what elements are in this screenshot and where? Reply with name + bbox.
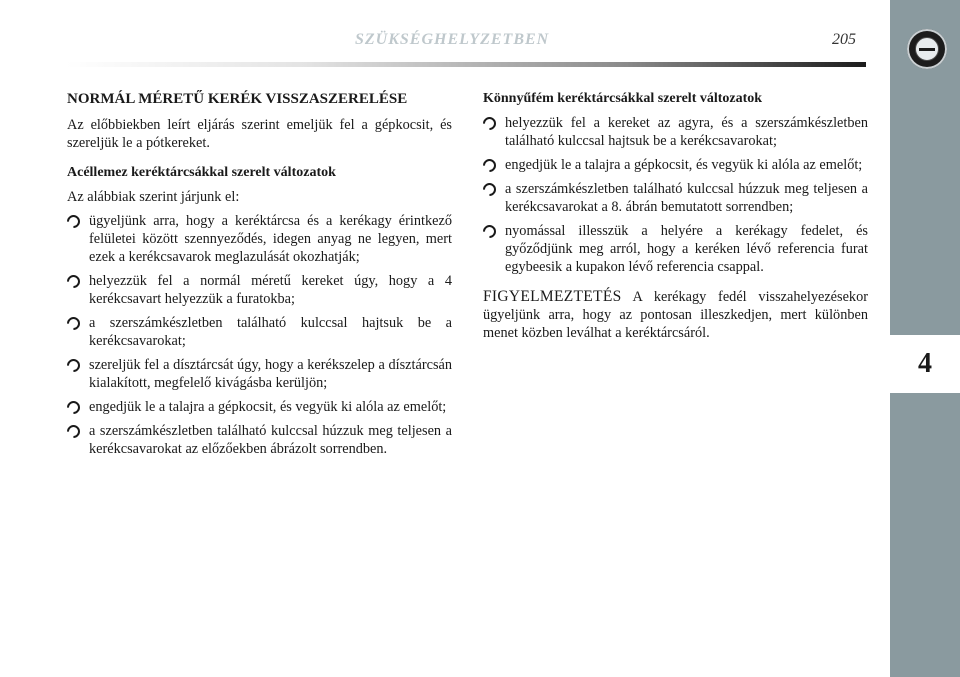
logo-shield xyxy=(915,37,939,61)
list-item xyxy=(483,156,868,174)
list-item xyxy=(67,356,452,392)
bullet-icon xyxy=(64,398,82,416)
chapter-tab-bottom-rule xyxy=(890,390,960,393)
list-item-text: helyezzük fel a normál méretű kereket úgy, hogy a 4 kerékcsavart helyezzük a furatokba; xyxy=(89,273,452,307)
lancia-logo-icon xyxy=(907,29,947,69)
list-item-text: nyomással illesszük a helyére a kerékagy fedelet, és győződjünk meg arról, hogy a keréken lévő referencia furat egybeesik a kupakon lévő referencia csappal. xyxy=(505,223,868,275)
steps-intro: Az alábbiak szerint járjunk el: xyxy=(67,189,240,205)
logo-bar xyxy=(919,48,935,51)
steel-wheels-subheading: Acéllemez keréktárcsákkal szerelt változatok xyxy=(67,165,336,180)
bullet-icon xyxy=(64,272,82,290)
bullet-icon xyxy=(64,314,82,332)
alloy-wheels-steps xyxy=(483,114,868,276)
right-column xyxy=(483,90,868,348)
list-item xyxy=(67,422,452,458)
steel-wheels-steps xyxy=(67,212,452,458)
list-item xyxy=(67,272,452,308)
section-title: SZÜKSÉGHELYZETBEN xyxy=(355,31,550,48)
bullet-icon xyxy=(64,422,82,440)
list-item-text: engedjük le a talajra a gépkocsit, és vegyük ki alóla az emelőt; xyxy=(89,399,447,415)
bullet-icon xyxy=(64,356,82,374)
page-number: 205 xyxy=(832,31,856,48)
list-item xyxy=(483,222,868,276)
list-item xyxy=(483,180,868,216)
warning-note xyxy=(483,288,868,342)
list-item-text: a szerszámkészletben található kulccsal húzzuk meg teljesen a kerékcsavarokat a 8. ábrán bemutatott sorrendben; xyxy=(505,181,868,215)
bullet-icon xyxy=(64,212,82,230)
left-column xyxy=(67,90,452,464)
list-item xyxy=(67,398,452,416)
header-rule xyxy=(66,62,866,67)
list-item-text: ügyeljünk arra, hogy a keréktárcsa és a kerékagy érintkező felületei között szennyeződés, idegen anyag ne legyen, mert ezek a kerékcsavarok meglazulását okozhatják; xyxy=(89,213,452,265)
alloy-wheels-subheading: Könnyűfém keréktárcsákkal szerelt változatok xyxy=(483,91,763,106)
list-item xyxy=(67,212,452,266)
list-item-text: a szerszámkészletben található kulccsal hajtsuk be a kerékcsavarokat; xyxy=(89,315,452,349)
bullet-icon xyxy=(480,156,498,174)
intro-paragraph: Az előbbiekben leírt eljárás szerint emeljük fel a gépkocsit, és szereljük le a pótkereket. xyxy=(67,117,452,151)
bullet-icon xyxy=(480,114,498,132)
list-item-text: helyezzük fel a kereket az agyra, és a szerszámkészletben található kulccsal hajtsuk be a kerékcsavarokat; xyxy=(505,115,868,149)
list-item xyxy=(483,114,868,150)
bullet-icon xyxy=(480,180,498,198)
list-item-text: a szerszámkészletben található kulccsal húzzuk meg teljesen a kerékcsavarokat az előzőekben ábrázolt sorrendben. xyxy=(89,423,452,457)
warning-text: A kerékagy fedél visszahelyezésekor ügyeljünk arra, hogy az pontosan illeszkedjen, mert különben menet közben leválhat a keréktárcsáról. xyxy=(483,289,868,341)
section-heading: NORMÁL MÉRETŰ KERÉK VISSZASZERELÉSE xyxy=(67,91,408,107)
chapter-tab[interactable]: 4 xyxy=(890,338,960,390)
warning-label: FIGYELMEZTETÉS xyxy=(483,288,622,305)
list-item-text: szereljük fel a dísztárcsát úgy, hogy a kerékszelep a dísztárcsán kialakított, megfelelő kivágásba kerüljön; xyxy=(89,357,452,391)
list-item-text: engedjük le a talajra a gépkocsit, és vegyük ki alóla az emelőt; xyxy=(505,157,863,173)
list-item xyxy=(67,314,452,350)
bullet-icon xyxy=(480,222,498,240)
